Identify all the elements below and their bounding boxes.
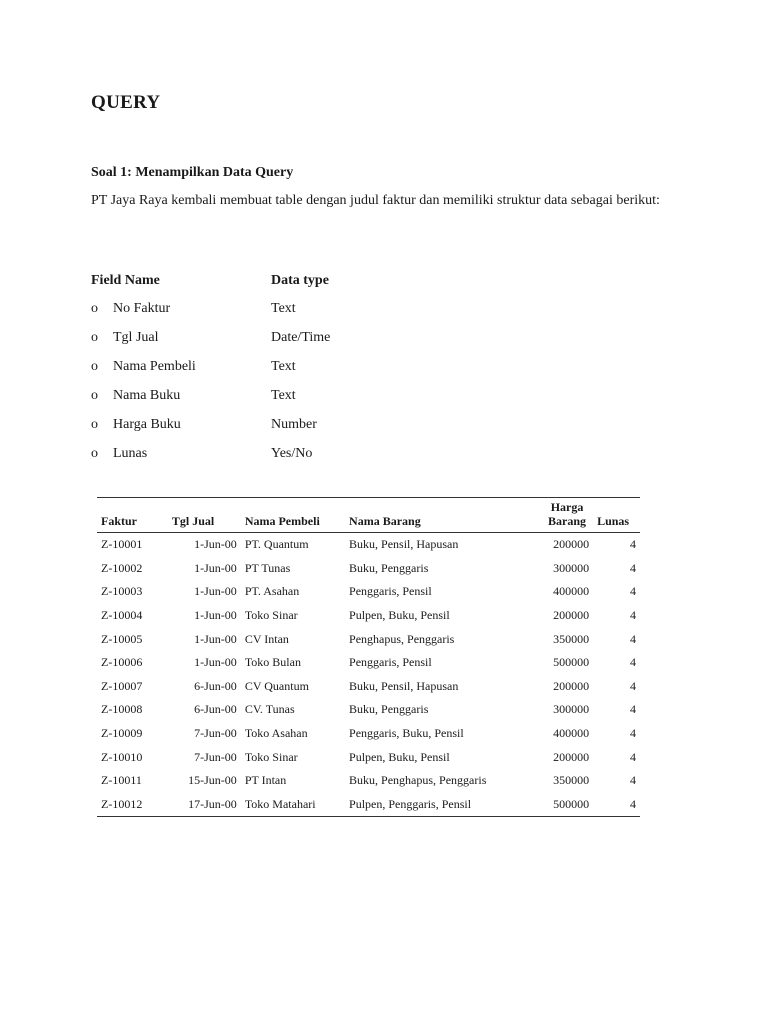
cell-harga-barang: 400000 [553,726,590,741]
cell-faktur: Z-10002 [101,560,143,575]
field-list-item [91,410,491,439]
cell-lunas: 4 [630,655,636,670]
field-list-items [91,294,491,468]
header-faktur: Faktur [97,498,168,533]
cell-faktur: Z-10010 [101,749,143,764]
header-harga-barang [541,498,593,533]
cell-nama-barang: Penggaris, Pensil [349,655,432,670]
cell-nama-barang: Pulpen, Penggaris, Pensil [349,796,472,811]
cell-lunas: 4 [630,796,636,811]
cell-lunas: 4 [630,678,636,693]
cell-faktur: Z-10005 [101,631,143,646]
cell-nama-barang: Buku, Penghapus, Penggaris [349,773,487,788]
section-heading: Soal 1: Menampilkan Data Query [91,165,294,180]
cell-harga-barang: 200000 [553,537,590,552]
table-row [97,580,640,604]
cell-faktur: Z-10007 [101,678,143,693]
field-list-item [91,294,491,323]
field-data-type: Text [271,358,296,374]
header-nama-barang: Nama Barang [345,498,541,533]
field-data-type: Text [271,300,296,316]
table-row [97,745,640,769]
field-list-item [91,439,491,468]
cell-lunas: 4 [630,773,636,788]
cell-nama-barang: Buku, Pensil, Hapusan [349,537,459,552]
bullet-icon: o [91,300,98,316]
cell-nama-pembeli: PT Tunas [244,560,291,575]
table-row [97,698,640,722]
cell-faktur: Z-10001 [101,537,143,552]
cell-harga-barang: 300000 [553,702,590,717]
table-row [97,769,640,793]
cell-tgl-jual: 1-Jun-00 [194,631,237,646]
cell-faktur: Z-10004 [101,608,143,623]
table-row [97,793,640,817]
field-structure-list [91,270,491,468]
cell-tgl-jual: 6-Jun-00 [194,702,237,717]
cell-harga-barang: 500000 [553,655,590,670]
field-list-header [91,270,491,292]
cell-nama-barang: Pulpen, Buku, Pensil [349,749,450,764]
cell-harga-barang: 200000 [553,749,590,764]
cell-nama-barang: Penghapus, Penggaris [349,631,455,646]
field-name: Tgl Jual [113,329,159,345]
cell-faktur: Z-10008 [101,702,143,717]
intro-paragraph: PT Jaya Raya kembali membuat table dengan judul faktur dan memiliki struktur data sebagai berikut: [91,193,660,208]
cell-nama-barang: Buku, Pensil, Hapusan [349,678,459,693]
cell-tgl-jual: 1-Jun-00 [194,655,237,670]
cell-tgl-jual: 1-Jun-00 [194,584,237,599]
cell-nama-barang: Penggaris, Buku, Pensil [349,726,464,741]
cell-faktur: Z-10009 [101,726,143,741]
field-list-item [91,381,491,410]
header-nama-pembeli: Nama Pembeli [241,498,345,533]
field-data-type: Date/Time [271,329,331,345]
cell-harga-barang: 350000 [553,631,590,646]
cell-nama-pembeli: CV. Tunas [244,702,295,717]
field-name: Nama Pembeli [113,358,196,374]
cell-tgl-jual: 6-Jun-00 [194,678,237,693]
cell-faktur: Z-10006 [101,655,143,670]
cell-nama-pembeli: Toko Matahari [244,796,316,811]
cell-faktur: Z-10011 [101,773,142,788]
cell-harga-barang: 300000 [553,560,590,575]
cell-faktur: Z-10003 [101,584,143,599]
data-type-header: Data type [271,273,329,288]
bullet-icon: o [91,445,98,461]
cell-nama-pembeli: Toko Asahan [244,726,308,741]
cell-harga-barang: 200000 [553,678,590,693]
cell-nama-barang: Buku, Penggaris [349,560,429,575]
cell-nama-barang: Penggaris, Pensil [349,584,432,599]
cell-lunas: 4 [630,726,636,741]
cell-nama-pembeli: Toko Bulan [244,655,301,670]
cell-lunas: 4 [630,537,636,552]
bullet-icon: o [91,387,98,403]
cell-lunas: 4 [630,702,636,717]
field-name: Nama Buku [113,387,181,403]
table-row [97,533,640,557]
cell-nama-pembeli: PT. Asahan [244,584,300,599]
cell-nama-pembeli: PT. Quantum [244,537,309,552]
header-tgl-jual: Tgl Jual [168,498,241,533]
cell-nama-pembeli: CV Quantum [244,678,309,693]
cell-tgl-jual: 1-Jun-00 [194,608,237,623]
cell-nama-pembeli: Toko Sinar [244,608,298,623]
bullet-icon: o [91,358,98,374]
cell-harga-barang: 200000 [553,608,590,623]
field-name: Lunas [113,445,148,461]
table-row [97,627,640,651]
cell-lunas: 4 [630,608,636,623]
table-row [97,604,640,628]
cell-nama-pembeli: Toko Sinar [244,749,298,764]
field-name: Harga Buku [113,416,181,432]
table-header-row [97,498,640,533]
table-row [97,675,640,699]
table-row [97,651,640,675]
header-harga-line2: Barang [548,514,587,528]
cell-lunas: 4 [630,631,636,646]
cell-nama-pembeli: PT Intan [244,773,287,788]
field-data-type: Number [271,416,317,432]
cell-tgl-jual: 7-Jun-00 [194,726,237,741]
cell-tgl-jual: 17-Jun-00 [188,796,237,811]
bullet-icon: o [91,329,98,345]
field-data-type: Text [271,387,296,403]
table-body [97,533,640,817]
table-row [97,557,640,581]
cell-lunas: 4 [630,560,636,575]
cell-nama-barang: Buku, Penggaris [349,702,429,717]
field-list-item [91,323,491,352]
cell-faktur: Z-10012 [101,796,143,811]
field-list-item [91,352,491,381]
page-title: QUERY [91,92,161,113]
field-data-type: Yes/No [271,445,313,461]
cell-harga-barang: 400000 [553,584,590,599]
cell-nama-barang: Pulpen, Buku, Pensil [349,608,450,623]
cell-lunas: 4 [630,584,636,599]
cell-tgl-jual: 1-Jun-00 [194,560,237,575]
field-name-header: Field Name [91,273,160,288]
cell-nama-pembeli: CV Intan [244,631,289,646]
cell-tgl-jual: 1-Jun-00 [194,537,237,552]
header-harga-line1: Harga [550,500,584,514]
faktur-table [97,497,640,817]
cell-harga-barang: 350000 [553,773,590,788]
bullet-icon: o [91,416,98,432]
cell-tgl-jual: 7-Jun-00 [194,749,237,764]
header-lunas: Lunas [593,498,640,533]
cell-lunas: 4 [630,749,636,764]
table-row [97,722,640,746]
cell-harga-barang: 500000 [553,796,590,811]
cell-tgl-jual: 15-Jun-00 [188,773,237,788]
field-name: No Faktur [113,300,171,316]
